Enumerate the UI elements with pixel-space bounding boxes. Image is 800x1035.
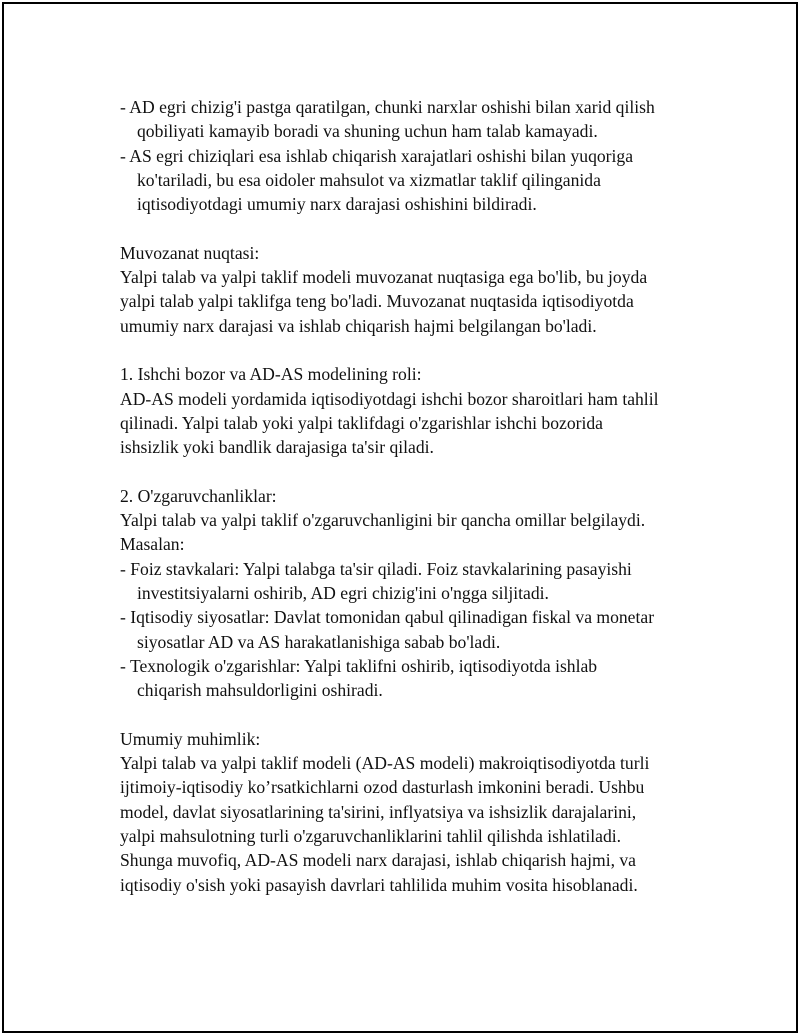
text-line: chiqarish mahsuldorligini oshiradi. xyxy=(137,680,383,701)
text-line: yalpi talab yalpi taklifga teng bo'ladi. Muvozanat nuqtasida iqtisodiyotda xyxy=(120,291,634,312)
section-heading: 1. Ishchi bozor va AD-AS modelining roli: xyxy=(120,364,422,385)
text-line: - Texnologik o'zgarishlar: Yalpi taklifni oshirib, iqtisodiyotda ishlab xyxy=(120,655,598,676)
section-heading: 2. O'zgaruvchanliklar: xyxy=(120,485,277,506)
text-line: - Iqtisodiy siyosatlar: Davlat tomonidan qabul qilinadigan fiskal va monetar xyxy=(120,607,655,628)
ad-as-curves-paragraph xyxy=(120,95,700,216)
section-heading: Umumiy muhimlik: xyxy=(120,728,261,749)
text-line: ko'tariladi, bu esa oidoler mahsulot va xizmatlar taklif qilinganida xyxy=(137,169,601,190)
general-importance-section xyxy=(120,727,700,897)
text-line: siyosatlar AD va AS harakatlanishiga sabab bo'ladi. xyxy=(137,631,501,652)
document-page xyxy=(2,2,798,1033)
text-line: ijtimoiy-iqtisodiy ko’rsatkichlarni ozod dasturlash imkonini beradi. Ushbu xyxy=(120,777,645,798)
section-heading: Muvozanat nuqtasi: xyxy=(120,242,260,263)
text-line: Masalan: xyxy=(120,534,185,555)
text-line: Yalpi talab va yalpi taklif modeli (AD-AS modeli) makroiqtisodiyotda turli xyxy=(120,753,650,774)
text-line: qilinadi. Yalpi talab yoki yalpi taklifdagi o'zgarishlar ishchi bozorida xyxy=(120,412,603,433)
text-line: investitsiyalarni oshirib, AD egri chizig'ini o'ngga siljitadi. xyxy=(137,582,549,603)
text-line: AD-AS modeli yordamida iqtisodiyotdagi ishchi bozor sharoitlari ham tahlil xyxy=(120,388,659,409)
equilibrium-section xyxy=(120,241,700,338)
text-line: - AS egri chiziqlari esa ishlab chiqarish xarajatlari oshishi bilan yuqoriga xyxy=(120,145,634,166)
text-line: model, davlat siyosatlarining ta'sirini, inflyatsiya va ishsizlik darajalarini, xyxy=(120,801,637,822)
variability-section xyxy=(120,484,700,703)
document-body xyxy=(120,95,700,897)
text-line: Yalpi talab va yalpi taklif o'zgaruvchanligini bir qancha omillar belgilaydi. xyxy=(120,510,646,531)
text-line: iqtisodiy o'sish yoki pasayish davrlari tahlilida muhim vosita hisoblanadi. xyxy=(120,874,638,895)
text-line: yalpi mahsulotning turli o'zgaruvchanliklarini tahlil qilishda ishlatiladi. xyxy=(120,825,622,846)
text-line: umumiy narx darajasi va ishlab chiqarish hajmi belgilangan bo'ladi. xyxy=(120,315,597,336)
text-line: Yalpi talab va yalpi taklif modeli muvozanat nuqtasiga ega bo'lib, bu joyda xyxy=(120,267,648,288)
text-line: - AD egri chizig'i pastga qaratilgan, chunki narxlar oshishi bilan xarid qilish xyxy=(120,97,655,117)
labor-market-section xyxy=(120,362,700,459)
text-line: Shunga muvofiq, AD-AS modeli narx darajasi, ishlab chiqarish hajmi, va xyxy=(120,850,636,871)
text-line: qobiliyati kamayib boradi va shuning uchun ham talab kamayadi. xyxy=(137,121,598,142)
text-line: ishsizlik yoki bandlik darajasiga ta'sir qiladi. xyxy=(120,437,434,458)
text-line: - Foiz stavkalari: Yalpi talabga ta'sir qiladi. Foiz stavkalarining pasayishi xyxy=(120,558,632,579)
text-line: iqtisodiyotdagi umumiy narx darajasi oshishini bildiradi. xyxy=(137,194,537,215)
